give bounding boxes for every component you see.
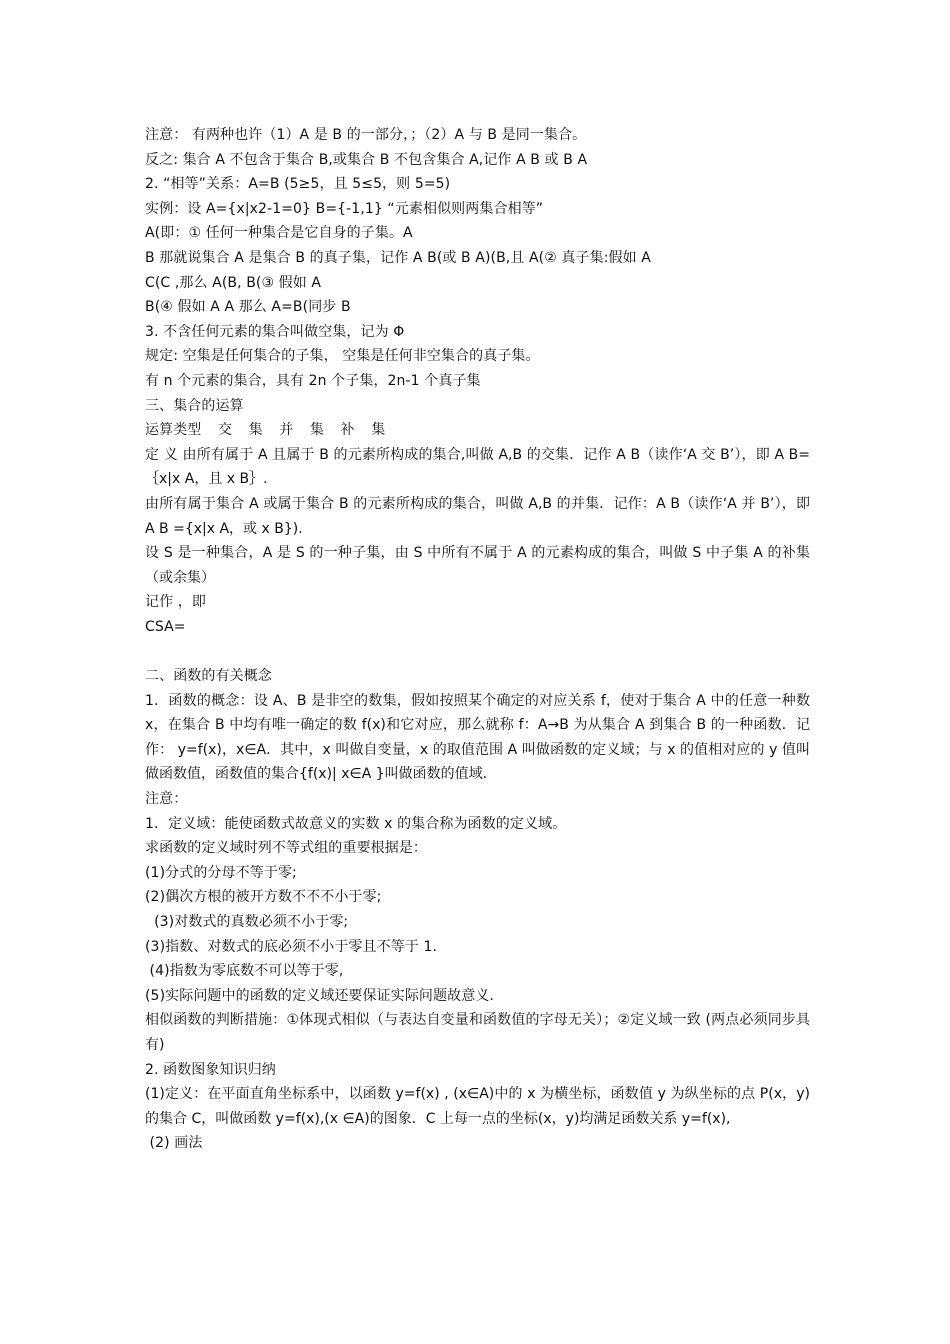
paragraph: (1)定义：在平面直角坐标系中，以函数 y=f(x) , (x∈A)中的 x 为横坐标，函数值 y 为纵坐标的点 P(x，y)的集合 C，叫做函数 y=f(x),(x ∈A)的图象．C 上每一点的坐标(x，y)均满足函数关系 y=f(x), [145,1086,810,1127]
text-line: B 那就说集合 A 是集合 B 的真子集，记作 A B(或 B A)(B,且 A(② 真子集:假如 A [145,249,651,266]
blank-line [145,639,810,664]
text-line: (3)指数、对数式的底必须不小于零且不等于 1. [145,938,438,955]
text-line: 1．定义域：能使函数式故意义的实数 x 的集合称为函数的定义域。 [145,815,567,832]
text-line: 有 n 个元素的集合，具有 2n 个子集，2n-1 个真子集 [145,372,481,389]
text-line: (4)指数为零底数不可以等于零, [145,963,344,980]
text-line: 2. “相等”关系：A=B (5≥5，且 5≤5，则 5=5) [145,176,451,193]
text-line: 注意： [145,791,188,808]
text-line: CSA= [145,618,186,635]
text-line: 规定: 空集是任何集合的子集， 空集是任何非空集合的真子集。 [145,348,540,365]
section-heading: 二、函数的有关概念 [145,668,272,685]
text-line: 实例：设 A={x|x2-1=0} B={-1,1} “元素相似则两集合相等” [145,200,544,217]
paragraph: 由所有属于集合 A 或属于集合 B 的元素所构成的集合，叫做 A,B 的并集．记作：A B（读作‘A 并 B’），即 A B ={x|x A，或 x B}). [145,495,810,537]
text-line: 反之: 集合 A 不包含于集合 B,或集合 B 不包含集合 A,记作 A B 或 B A [145,151,588,168]
text-line: 记作 ，即 [145,594,206,611]
text-line: 3. 不含任何元素的集合叫做空集，记为 Φ [145,323,405,340]
text-line: 2. 函数图象知识归纳 [145,1061,276,1078]
text-line: (2)偶次方根的被开方数不不不小于零; [145,889,382,906]
section-heading: 三、集合的运算 [145,397,244,414]
text-line: A(即：① 任何一种集合是它自身的子集。A [145,225,413,242]
document-body [145,123,810,1156]
text-line: B(④ 假如 A A 那么 A=B(同步 B [145,299,351,316]
paragraph: 相似函数的判断措施：①体现式相似（与表达自变量和函数值的字母无关）；②定义域一致 (两点必须同步具有) [145,1012,810,1053]
text-line: 运算类型 交 集 并 集 补 集 [145,422,386,439]
paragraph: 设 S 是一种集合，A 是 S 的一种子集，由 S 中所有不属于 A 的元素构成的集合，叫做 S 中子集 A 的补集（或余集） [145,545,810,586]
text-line: C(C ,那么 A(B, B(③ 假如 A [145,274,322,291]
text-line: (1)分式的分母不等于零; [145,864,297,881]
text-line: (2) 画法 [145,1135,203,1152]
text-line: (3)对数式的真数必须不小于零; [145,914,349,930]
text-line: (5)实际问题中的函数的定义域还要保证实际问题故意义. [145,987,494,1004]
paragraph: 定 义 由所有属于 A 且属于 B 的元素所构成的集合,叫做 A,B 的交集．记作 A B（读作‘A 交 B’），即 A B=｛x|x A，且 x B｝. [145,446,810,488]
paragraph: 1．函数的概念：设 A、B 是非空的数集，假如按照某个确定的对应关系 f，使对于集合 A 中的任意一种数 x，在集合 B 中均有唯一确定的数 f(x)和它对应，那么就称 f：A→B 为从集合 A 到集合 B 的一种函数．记作： y=f(x)，x∈A．其中，x 叫做自变量，x 的取值范围 A 叫做函数的定义域；与 x 的值相对应的 y 值叫做函数值，函数值的集合{f(x)| x∈A }叫做函数的值域． [145,692,810,783]
text-line: 求函数的定义域时列不等式组的重要根据是： [145,840,427,857]
text-line: 注意： 有两种也许（1）A 是 B 的一部分，；（2）A 与 B 是同一集合。 [145,127,587,143]
